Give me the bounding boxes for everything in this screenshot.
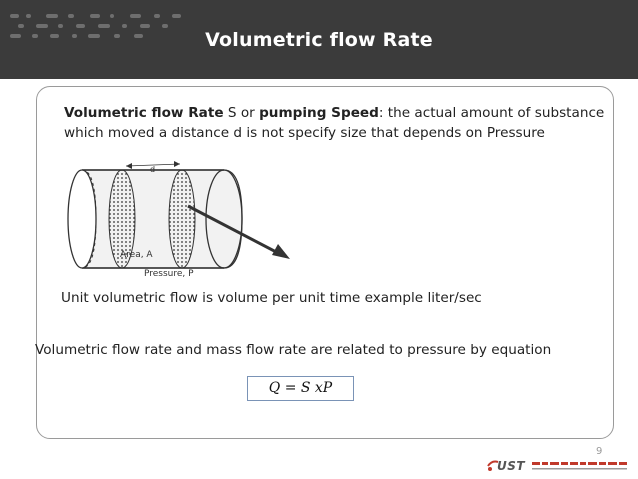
term-volumetric-flow-rate: Volumetric flow Rate [64,105,224,121]
title-bar [0,0,638,79]
label-d: d [150,165,156,174]
definition-line-2: which moved a distance d is not specify size that depends on Pressure [64,125,545,141]
relation-statement: Volumetric flow rate and mass flow rate are related to pressure by equation [35,342,552,358]
equation-box [247,376,354,401]
label-pressure: Pressure, P [144,269,194,279]
logo-text: UST [497,459,526,473]
page-number: 9 [596,446,603,457]
label-area: Area, A [120,250,153,260]
cylinder-body [82,170,242,268]
logo-subtext-graphic [532,460,628,472]
pipe-flow-diagram [64,160,300,284]
unit-statement: Unit volumetric flow is volume per unit time example liter/sec [61,290,482,306]
definition-line-1 [64,105,604,121]
page-title: Volumetric flow Rate [205,29,433,51]
term-pumping-speed: pumping Speed [259,105,379,121]
left-end [68,170,96,268]
equation: Q = S xP [268,380,333,396]
definition-segment: : the actual amount of substance [378,105,605,121]
cross-section-b [169,170,195,268]
definition-segment: S or [223,105,260,121]
